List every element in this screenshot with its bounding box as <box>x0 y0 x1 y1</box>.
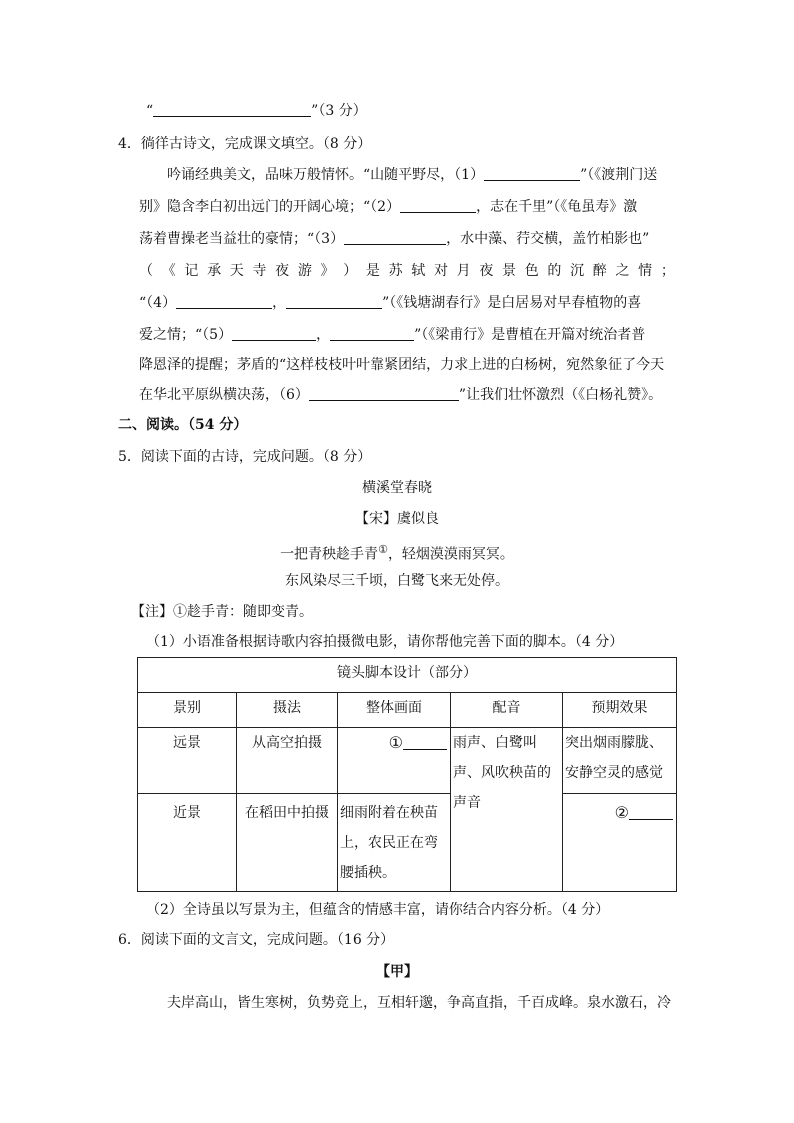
q5-sub-1: （1）小语准备根据诗歌内容拍摄微电影，请你帮他完善下面的脚本。（4 分） <box>146 634 624 650</box>
row2-effect-blank[interactable]: ② <box>563 794 677 892</box>
top-fill-line: “ ”（3 分） <box>146 103 367 119</box>
q4-line-8: 在华北平原纵横决荡，（6） ”让我们壮怀激烈（《白杨礼赞》。 <box>139 387 663 403</box>
q4-line-1: 吟诵经典美文，品味万般情怀。“山随平野尽，（1） ”（《渡荆门送 <box>167 167 658 183</box>
q6-part-label: 【甲】 <box>376 964 418 980</box>
q4-line-2: 别》隐含李白初出远门的开阔心境；“（2） ，志在千里”（《龟虽寿》激 <box>139 199 638 215</box>
header-scene: 景别 <box>138 693 237 728</box>
shot-script-table <box>137 657 677 892</box>
q4-line-5: “（4） ， ”（《钱塘湖春行》是白居易对早春植物的喜 <box>139 295 642 311</box>
blank-5a[interactable] <box>232 326 316 341</box>
row2-method: 在稻田中拍摄 <box>237 794 338 892</box>
blank-table-2[interactable] <box>629 805 673 820</box>
blank-4b[interactable] <box>286 294 382 309</box>
blank-4a[interactable] <box>176 294 272 309</box>
row2-picture: 细雨附着在秧苗上，农民正在弯腰插秧。 <box>338 794 451 892</box>
row1-method: 从高空拍摄 <box>237 728 338 794</box>
row1-effect: 突出烟雨朦胧、安静空灵的感觉 <box>563 728 677 794</box>
q4-line-4: （ 《 记 承 天 寺 夜 游 》 ） 是 苏 轼 对 月 夜 景 色 的 沉 醉 之 情 ； <box>139 263 675 279</box>
header-effect: 预期效果 <box>563 693 677 728</box>
poem-title: 横溪堂春晓 <box>362 480 432 496</box>
poem-line-1: 一把青秧趁手青①，轻烟漠漠雨冥冥。 <box>280 543 514 563</box>
header-audio: 配音 <box>451 693 563 728</box>
blank-5b[interactable] <box>330 326 414 341</box>
table-caption: 镜头脚本设计（部分） <box>138 658 677 693</box>
header-method: 摄法 <box>237 693 338 728</box>
poem-note: 【注】①趁手青：随即变青。 <box>131 604 313 620</box>
q4-line-6: 爱之情；“（5） ， ”（《梁甫行》是曹植在开篇对统治者普 <box>139 327 646 343</box>
q6-title: 6．阅读下面的文言文，完成问题。（16 分） <box>118 932 395 948</box>
blank-1[interactable] <box>484 166 580 181</box>
blank-6[interactable] <box>309 386 459 401</box>
row-audio: 雨声、白鹭叫声、风吹秧苗的声音 <box>451 728 563 892</box>
blank-2[interactable] <box>400 198 476 213</box>
footnote-mark: ① <box>378 543 388 556</box>
header-picture: 整体画面 <box>338 693 451 728</box>
q5-title: 5．阅读下面的古诗，完成问题。（8 分） <box>118 449 372 465</box>
poem-line-2: 东风染尽三千顷，白鹭飞来无处停。 <box>285 573 509 589</box>
q4-line-3: 荡着曹操老当益壮的豪情；“（3） ，水中藻、荇交横，盖竹柏影也” <box>139 231 650 247</box>
q5-sub-2: （2）全诗虽以写景为主，但蕴含的情感丰富，请你结合内容分析。（4 分） <box>146 902 610 918</box>
q4-title: 4．徜徉古诗文，完成课文填空。（8 分） <box>118 136 372 152</box>
blank-3[interactable] <box>344 230 446 245</box>
blank-table-1[interactable] <box>403 735 447 750</box>
q4-line-7: 降恩泽的提醒；茅盾的“这样枝枝叶叶靠紧团结，力求上进的白杨树，宛然象征了今天 <box>139 357 665 373</box>
blank-top[interactable] <box>153 102 311 117</box>
section-2-heading: 二、阅读。（54 分） <box>118 417 248 433</box>
q6-text-line-1: 夫岸高山，皆生寒树，负势竞上，互相轩邈，争高直指，千百成峰。泉水激石，冷 <box>167 995 671 1011</box>
row1-picture-blank[interactable]: ① <box>338 728 451 794</box>
poem-author: 【宋】虞似良 <box>355 511 439 527</box>
row1-scene: 远景 <box>138 728 237 794</box>
row2-scene: 近景 <box>138 794 237 892</box>
